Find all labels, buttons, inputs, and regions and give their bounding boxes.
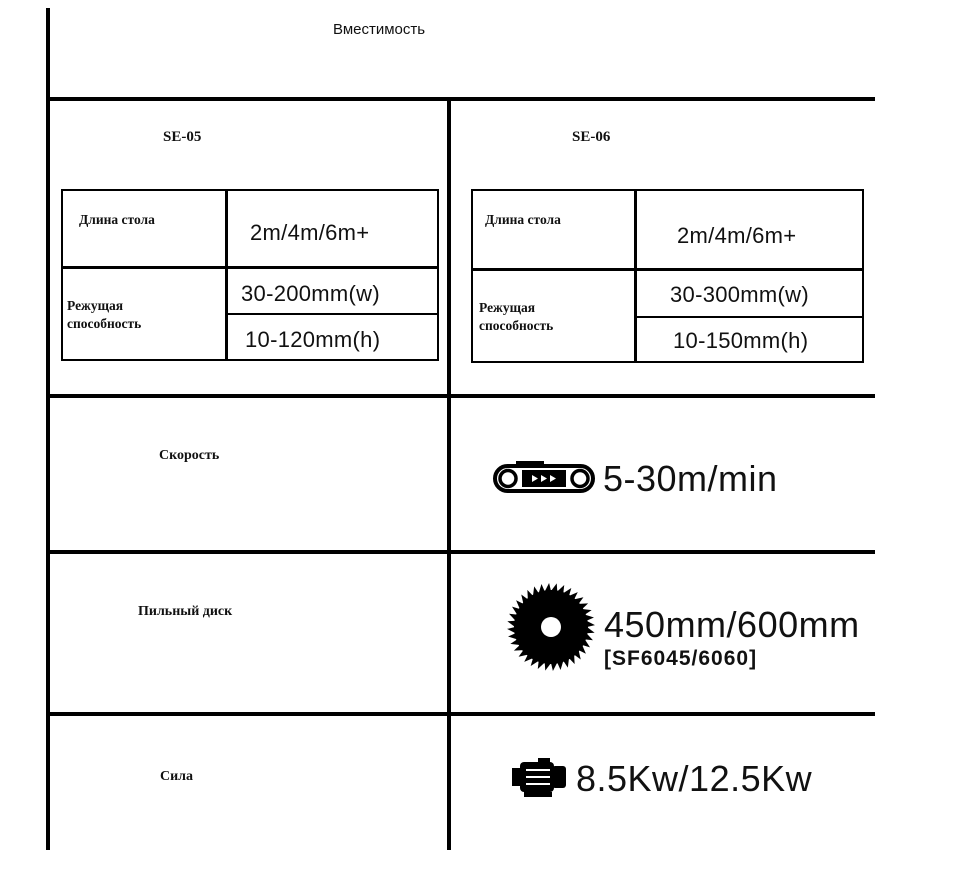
cutting-width-se05: 30-200mm(w): [241, 281, 380, 306]
row-divider-1: [48, 394, 875, 398]
table-length-value-se06: 2m/4m/6m+: [677, 223, 797, 248]
cutting-label-se06: Режущая способность: [479, 300, 554, 333]
power-value: 8.5Kw/12.5Kw: [576, 758, 813, 799]
power-label: Сила: [160, 769, 194, 784]
cutting-height-se06: 10-150mm(h): [673, 328, 809, 353]
row-divider-2: [48, 550, 875, 554]
center-divider: [447, 99, 451, 850]
speed-value: 5-30m/min: [603, 458, 778, 499]
left-border: [46, 8, 50, 850]
model-se06-title: SE-06: [572, 129, 611, 145]
cutting-width-se06: 30-300mm(w): [670, 282, 809, 307]
model-se05-title: SE-05: [163, 129, 202, 145]
spec-table-se05: [61, 189, 439, 361]
saw-blade-value: 450mm/600mm: [604, 604, 860, 645]
conveyor-icon: [492, 458, 598, 498]
speed-label: Скорость: [159, 448, 220, 463]
table-length-value-se05: 2m/4m/6m+: [250, 220, 370, 245]
saw-blade-icon: [506, 582, 596, 672]
capacity-title: Вместимость: [333, 21, 426, 38]
motor-icon: [510, 756, 570, 800]
cutting-height-se05: 10-120mm(h): [245, 327, 381, 352]
table-length-label-se06: Длина стола: [485, 212, 561, 227]
row-divider-3: [48, 712, 875, 716]
saw-blade-label: Пильный диск: [138, 604, 233, 619]
header-divider: [48, 97, 875, 101]
spec-table-se06: [471, 189, 864, 363]
table-length-label-se05: Длина стола: [79, 212, 155, 227]
cutting-label-se05: Режущая способность: [67, 298, 142, 331]
saw-blade-model-codes: [SF6045/6060]: [604, 647, 758, 670]
